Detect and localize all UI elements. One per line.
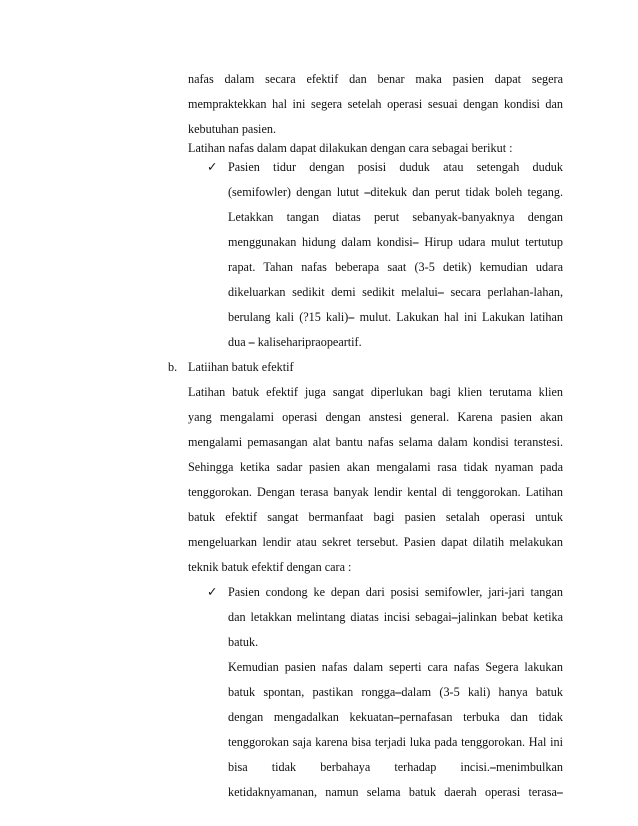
list-item-line: tenggorokan saja karena bisa terjadi luka pada tenggorokan. Hal ini [228, 735, 563, 749]
paragraph-line: mengalami pemasangan alat bantu nafas selama dalam kondisi teranstesi. [188, 435, 563, 449]
list-item-line: batuk. [228, 635, 259, 649]
paragraph-line: batuk efektif sangat bermanfaat bagi pasien setalah operasi untuk [188, 510, 563, 524]
list-item-line: (semifowler) dengan lutut ⎯ditekuk dan perut tidak boleh tegang. [228, 185, 563, 199]
list-item-line: dua ⎯ kaliseharipraopeartif. [228, 335, 362, 349]
list-item-line: batuk spontan, pastikan rongga⎯dalam (3-5 kali) hanya batuk [228, 685, 563, 699]
paragraph-line: Latihan batuk efektif juga sangat diperlukan bagi klien terutama klien [188, 385, 563, 399]
section-heading: Latiihan batuk efektif [188, 360, 294, 374]
list-item-line: rapat. Tahan nafas beberapa saat (3-5 detik) kemudian udara [228, 260, 563, 274]
list-item-line: menggunakan hidung dalam kondisi⎯ Hirup udara mulut tertutup [228, 235, 563, 249]
paragraph-line: yang mengalami operasi dengan anstesi general. Karena pasien akan [188, 410, 563, 424]
paragraph-line: mengeluarkan lendir atau sekret tersebut. Pasien dapat dilatih melakukan [188, 535, 563, 549]
paragraph-line: Latihan nafas dalam dapat dilakukan dengan cara sebagai berikut : [188, 141, 513, 155]
list-item-line: Kemudian pasien nafas dalam seperti cara nafas Segera lakukan [228, 660, 563, 674]
list-item-line: dengan mengadalkan kekuatan⎯pernafasan terbuka dan tidak [228, 710, 563, 724]
paragraph-line: nafas dalam secara efektif dan benar maka pasien dapat segera [188, 72, 563, 86]
paragraph-line: Sehingga ketika sadar pasien akan mengalami rasa tidak nyaman pada [188, 460, 563, 474]
list-item-line: Pasien condong ke depan dari posisi semifowler, jari-jari tangan [228, 585, 563, 599]
paragraph-line: mempraktekkan hal ini segera setelah operasi sesuai dengan kondisi dan [188, 97, 563, 111]
list-item-line: dan letakkan melintang diatas incisi sebagai⎯jalinkan bebat ketika [228, 610, 563, 624]
paragraph-line: teknik batuk efektif dengan cara : [188, 560, 352, 574]
list-item-line: Letakkan tangan diatas perut sebanyak-banyaknya dengan [228, 210, 563, 224]
list-item-line: Pasien tidur dengan posisi duduk atau setengah duduk [228, 160, 563, 174]
list-item-line: ketidaknyamanan, namun selama batuk daerah operasi terasa⎯ [228, 785, 563, 799]
list-item-line: berulang kali (?15 kali)⎯ mulut. Lakukan hal ini Lakukan latihan [228, 310, 563, 324]
list-item-line: dikeluarkan sedikit demi sedikit melalui⎯ secara perlahan-lahan, [228, 285, 563, 299]
checkmark-icon: ✓ [207, 584, 218, 599]
section-marker: b. [168, 360, 178, 374]
list-item-line: bisa tidak berbahaya terhadap incisi.⎯menimbulkan [228, 760, 563, 774]
checkmark-icon: ✓ [207, 159, 218, 174]
paragraph-line: kebutuhan pasien. [188, 122, 276, 136]
paragraph-line: tenggorokan. Dengan terasa banyak lendir kental di tenggorokan. Latihan [188, 485, 563, 499]
